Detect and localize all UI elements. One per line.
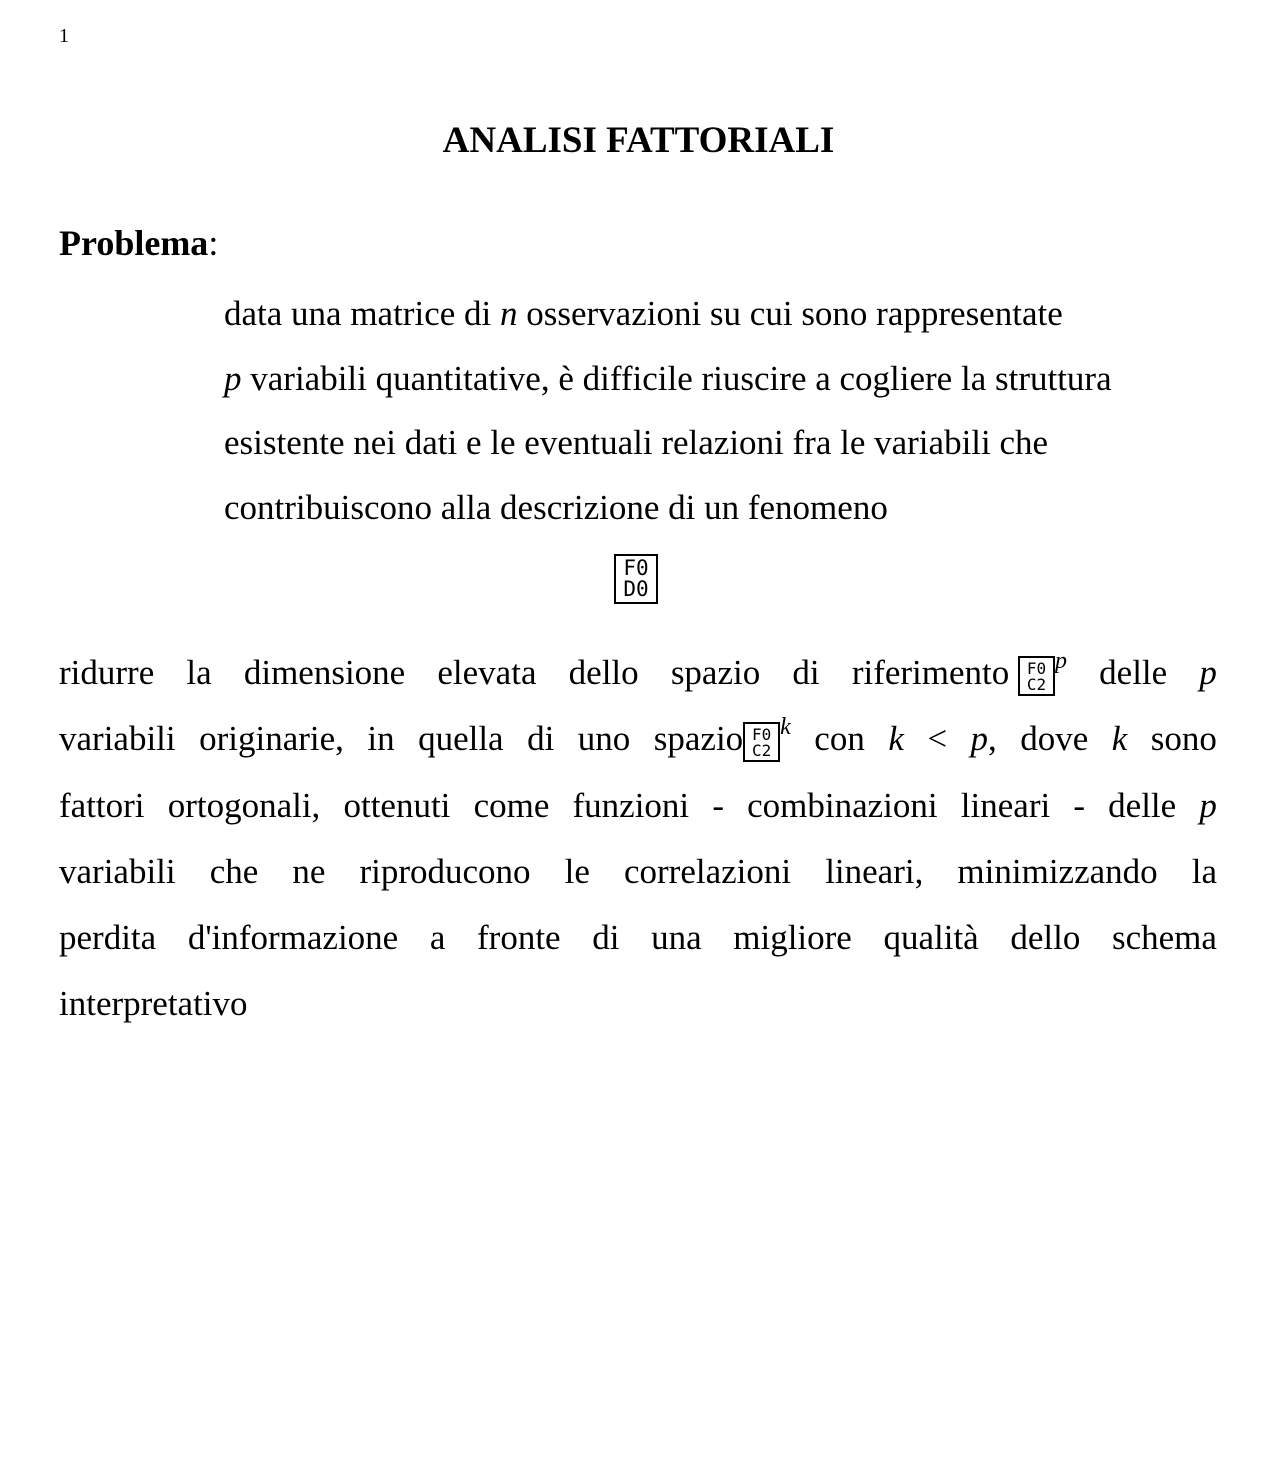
word: variabili — [59, 851, 176, 891]
word: dove — [1020, 719, 1089, 759]
body-line — [59, 773, 1217, 839]
italic-var-p: p — [1199, 653, 1217, 692]
word: a — [429, 918, 446, 958]
problem-heading — [59, 221, 218, 265]
word: ottenuti — [343, 785, 451, 825]
word: ne — [292, 851, 326, 891]
problem-text-run: contribuiscono alla descrizione di un fenomeno — [224, 487, 888, 527]
problem-colon: : — [208, 223, 219, 263]
word: sono — [1150, 719, 1217, 759]
word: con — [814, 719, 865, 759]
word: - — [712, 785, 724, 825]
italic-var-k: k — [1111, 719, 1128, 759]
real-space-icon — [1018, 640, 1067, 706]
problem-label: Problema — [59, 223, 209, 263]
word: fattori — [59, 785, 145, 825]
problem-text-run: variabili quantitative, è difficile riuscire a cogliere la struttura — [241, 358, 1112, 398]
problem-italic-var: p — [224, 358, 242, 398]
italic-var-k: k — [888, 719, 904, 759]
body-line — [59, 839, 1217, 905]
problem-text-run: data una matrice di — [224, 294, 500, 333]
missing-glyph-box — [743, 722, 780, 762]
word: correlazioni — [623, 851, 792, 891]
word: dello — [1010, 918, 1081, 958]
word: minimizzando — [957, 851, 1158, 891]
glyph-code-row: F0 — [623, 556, 649, 580]
problem-statement — [224, 282, 1224, 540]
exponent-k: k — [780, 714, 791, 741]
word: che — [209, 851, 259, 891]
word: la — [186, 653, 212, 692]
problem-line — [224, 476, 1224, 541]
comma: , — [988, 719, 997, 759]
word: una — [651, 918, 702, 958]
word: in — [367, 719, 395, 759]
glyph-code-row: C2 — [1026, 675, 1047, 694]
word: la — [1191, 851, 1217, 891]
page-title: ANALISI FATTORIALI — [442, 120, 835, 161]
word: interpretativo — [59, 984, 248, 1024]
glyph-code-row: F0 — [752, 725, 772, 745]
word: dello — [568, 653, 639, 692]
word: variabili — [59, 719, 176, 759]
body-line — [59, 706, 1217, 772]
word: delle — [1099, 653, 1168, 692]
page-number: 1 — [59, 25, 69, 47]
word: d'informazione — [187, 918, 399, 958]
word: - — [1073, 785, 1086, 825]
body-paragraph — [59, 640, 1217, 1038]
word: lineari — [960, 785, 1051, 825]
problem-italic-var: n — [499, 294, 518, 333]
word: di — [527, 719, 555, 759]
word: ridurre — [59, 653, 155, 692]
word-with-glyph — [654, 706, 791, 772]
word: perdita — [59, 918, 157, 958]
word: schema — [1111, 918, 1217, 958]
missing-glyph-box — [1018, 656, 1055, 696]
word: lineari, — [825, 851, 924, 891]
word: migliore — [733, 918, 852, 958]
word: di — [592, 918, 620, 958]
word: elevata — [437, 653, 537, 692]
glyph-code-row: C2 — [752, 741, 772, 761]
glyph-code-row: D0 — [623, 577, 649, 601]
problem-line — [224, 411, 1224, 476]
real-space-icon — [743, 706, 791, 772]
word: originarie, — [199, 719, 344, 759]
word-with-glyph — [852, 640, 1067, 706]
word: delle — [1108, 785, 1177, 825]
glyph-code-row: F0 — [1026, 659, 1047, 678]
body-line — [59, 640, 1217, 706]
italic-var-p: p — [970, 719, 989, 759]
word: uno — [577, 719, 631, 759]
less-than-sign: < — [927, 719, 948, 759]
word: combinazioni — [747, 785, 938, 825]
problem-line — [224, 282, 1224, 347]
problem-line — [224, 347, 1224, 412]
body-line — [59, 905, 1217, 971]
word: riproducono — [359, 851, 531, 891]
word: quella — [418, 719, 504, 759]
exponent-p: p — [1055, 648, 1067, 674]
word: come — [473, 785, 550, 825]
missing-glyph-box — [614, 554, 658, 604]
problem-text-run: esistente nei dati e le eventuali relazioni fra le variabili che — [224, 423, 1049, 462]
word: qualità — [883, 918, 979, 958]
word: ortogonali, — [167, 785, 321, 825]
italic-var-p: p — [1199, 785, 1217, 825]
word: le — [564, 851, 590, 891]
word: spazio — [670, 653, 761, 692]
word: riferimento — [851, 653, 1010, 692]
word: spazio — [653, 719, 744, 759]
word: dimensione — [243, 653, 406, 692]
body-line — [59, 971, 1217, 1037]
word: funzioni — [572, 785, 690, 825]
word-p-comma — [971, 706, 997, 772]
word: di — [792, 653, 820, 692]
word: fronte — [477, 918, 561, 958]
down-arrow-icon — [614, 554, 658, 604]
problem-text-run: osservazioni su cui sono rappresentate — [517, 294, 1063, 333]
